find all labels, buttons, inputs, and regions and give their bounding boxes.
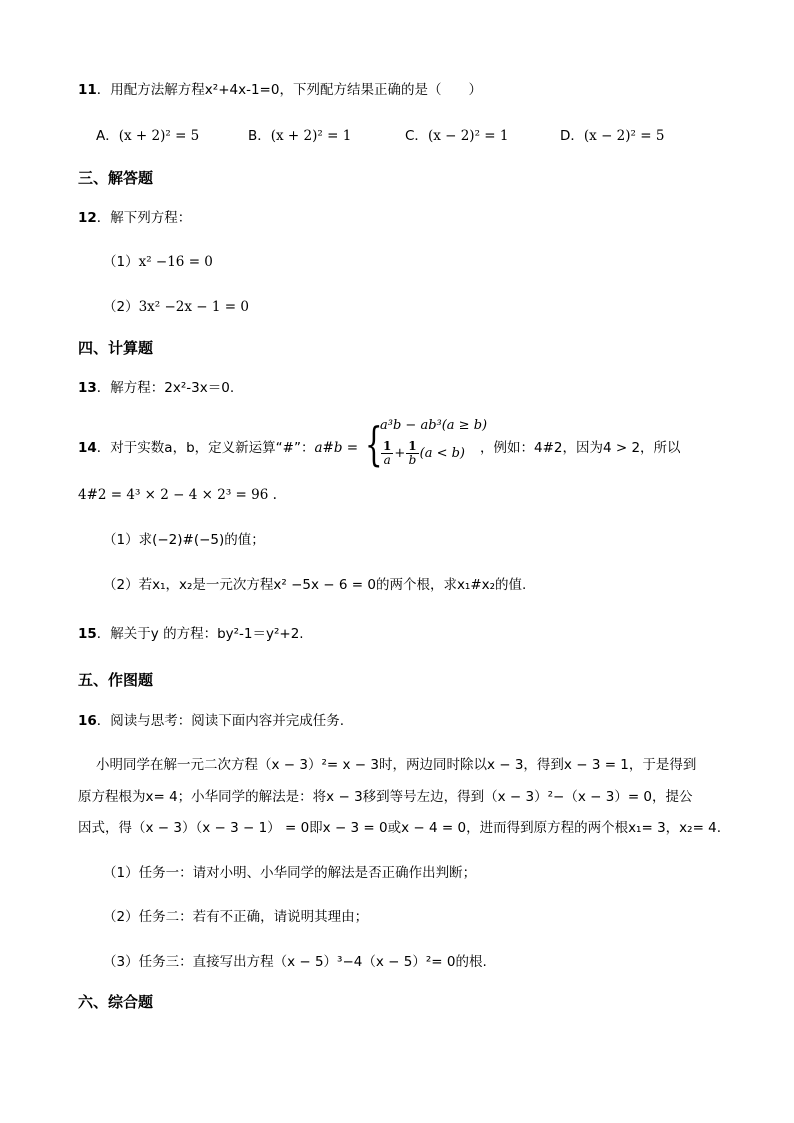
section-heading-6: 六、综合题 — [78, 993, 154, 1011]
q12-number: 12 — [78, 210, 97, 226]
q11-option-a — [96, 126, 199, 146]
q13-number: 13 — [78, 380, 97, 396]
q12-part2 — [103, 297, 249, 317]
q11-stem — [78, 80, 482, 100]
numerator: 1 — [408, 439, 417, 453]
q16-task1: （1）任务一：请对小明、小华同学的解法是否正确作出判断； — [103, 865, 477, 881]
denominator: b — [408, 453, 417, 467]
option-label: A． — [96, 128, 119, 144]
q13-text: ．解方程：2x²-3x＝0. — [96, 380, 235, 396]
q14-case1: a³b − ab³(a ≥ b) — [380, 418, 488, 433]
q11-option-c — [405, 126, 508, 146]
option-expr: (x + 2)² = 1 — [270, 128, 352, 144]
q16-task3: （3）任务三：直接写出方程（x − 5）³−4（x − 5）²= 0的根. — [103, 954, 487, 970]
q14-number: 14 — [78, 440, 97, 456]
section-heading-3: 三、解答题 — [78, 169, 154, 187]
fraction — [406, 440, 418, 467]
option-expr: (x − 2)² = 1 — [427, 128, 509, 144]
option-label: C． — [405, 128, 428, 144]
q16-paragraph-line2: 原方程根为x= 4；小华同学的解法是：将x − 3移到等号左边，得到（x − 3）²−（x − 3）= 0，提公 — [78, 789, 693, 805]
q15-text: ．解关于y 的方程：by²-1＝y²+2. — [96, 626, 304, 642]
q12-stem — [78, 208, 191, 228]
q14-case2 — [380, 440, 465, 467]
option-expr: (x + 2)² = 5 — [118, 128, 200, 144]
q11-option-d — [560, 126, 664, 146]
q15-stem — [78, 624, 304, 644]
left-brace: { — [365, 417, 383, 471]
q14-part1: （1）求(−2)#(−5)的值； — [103, 532, 265, 548]
denominator: a — [383, 453, 391, 467]
q13-stem — [78, 378, 234, 398]
q11-text: ．用配方法解方程x²+4x-1=0，下列配方结果正确的是（ ） — [96, 82, 482, 98]
part-expr: 3x² −2x − 1 = 0 — [138, 299, 249, 315]
q14-text-before: ．对于实数a，b，定义新运算“#”： — [96, 440, 315, 456]
q16-paragraph-line1: 小明同学在解一元二次方程（x − 3）²= x − 3时，两边同时除以x − 3，得到x − 3 = 1，于是得到 — [96, 757, 697, 773]
q14-example: 4#2 = 4³ × 2 − 4 × 2³ = 96 . — [78, 487, 277, 503]
q16-number: 16 — [78, 713, 97, 729]
fraction — [381, 440, 393, 467]
option-label: D． — [560, 128, 584, 144]
q15-number: 15 — [78, 626, 97, 642]
q14-text-after: ，例如：4#2，因为4 > 2，所以 — [480, 440, 681, 456]
part-expr: x² −16 = 0 — [138, 254, 213, 270]
q12-text: ．解下列方程： — [96, 210, 192, 226]
option-label: B． — [248, 128, 271, 144]
condition: (a < b) — [419, 446, 465, 461]
q12-part1 — [103, 252, 213, 272]
part-label: （2） — [103, 299, 139, 315]
section-heading-5: 五、作图题 — [78, 671, 154, 689]
q16-paragraph-line3: 因式，得（x − 3）（x − 3 − 1） = 0即x − 3 = 0或x − 4 = 0，进而得到原方程的两个根x₁= 3，x₂= 4. — [78, 820, 722, 836]
q11-number: 11 — [78, 82, 97, 98]
q14-piecewise-definition — [365, 416, 488, 472]
q14-stem — [78, 438, 358, 458]
plus-sign: + — [394, 446, 406, 461]
q16-stem — [78, 711, 344, 731]
q16-text: ．阅读与思考：阅读下面内容并完成任务. — [96, 713, 345, 729]
q14-def-lhs: a#b = — [314, 440, 359, 456]
part-label: （1） — [103, 254, 139, 270]
numerator: 1 — [383, 439, 392, 453]
q11-option-b — [248, 126, 351, 146]
section-heading-4: 四、计算题 — [78, 339, 154, 357]
q14-part2: （2）若x₁，x₂是一元次方程x² −5x − 6 = 0的两个根，求x₁#x₂的值. — [103, 577, 527, 593]
q16-task2: （2）任务二：若有不正确，请说明其理由； — [103, 909, 369, 925]
option-expr: (x − 2)² = 5 — [583, 128, 665, 144]
